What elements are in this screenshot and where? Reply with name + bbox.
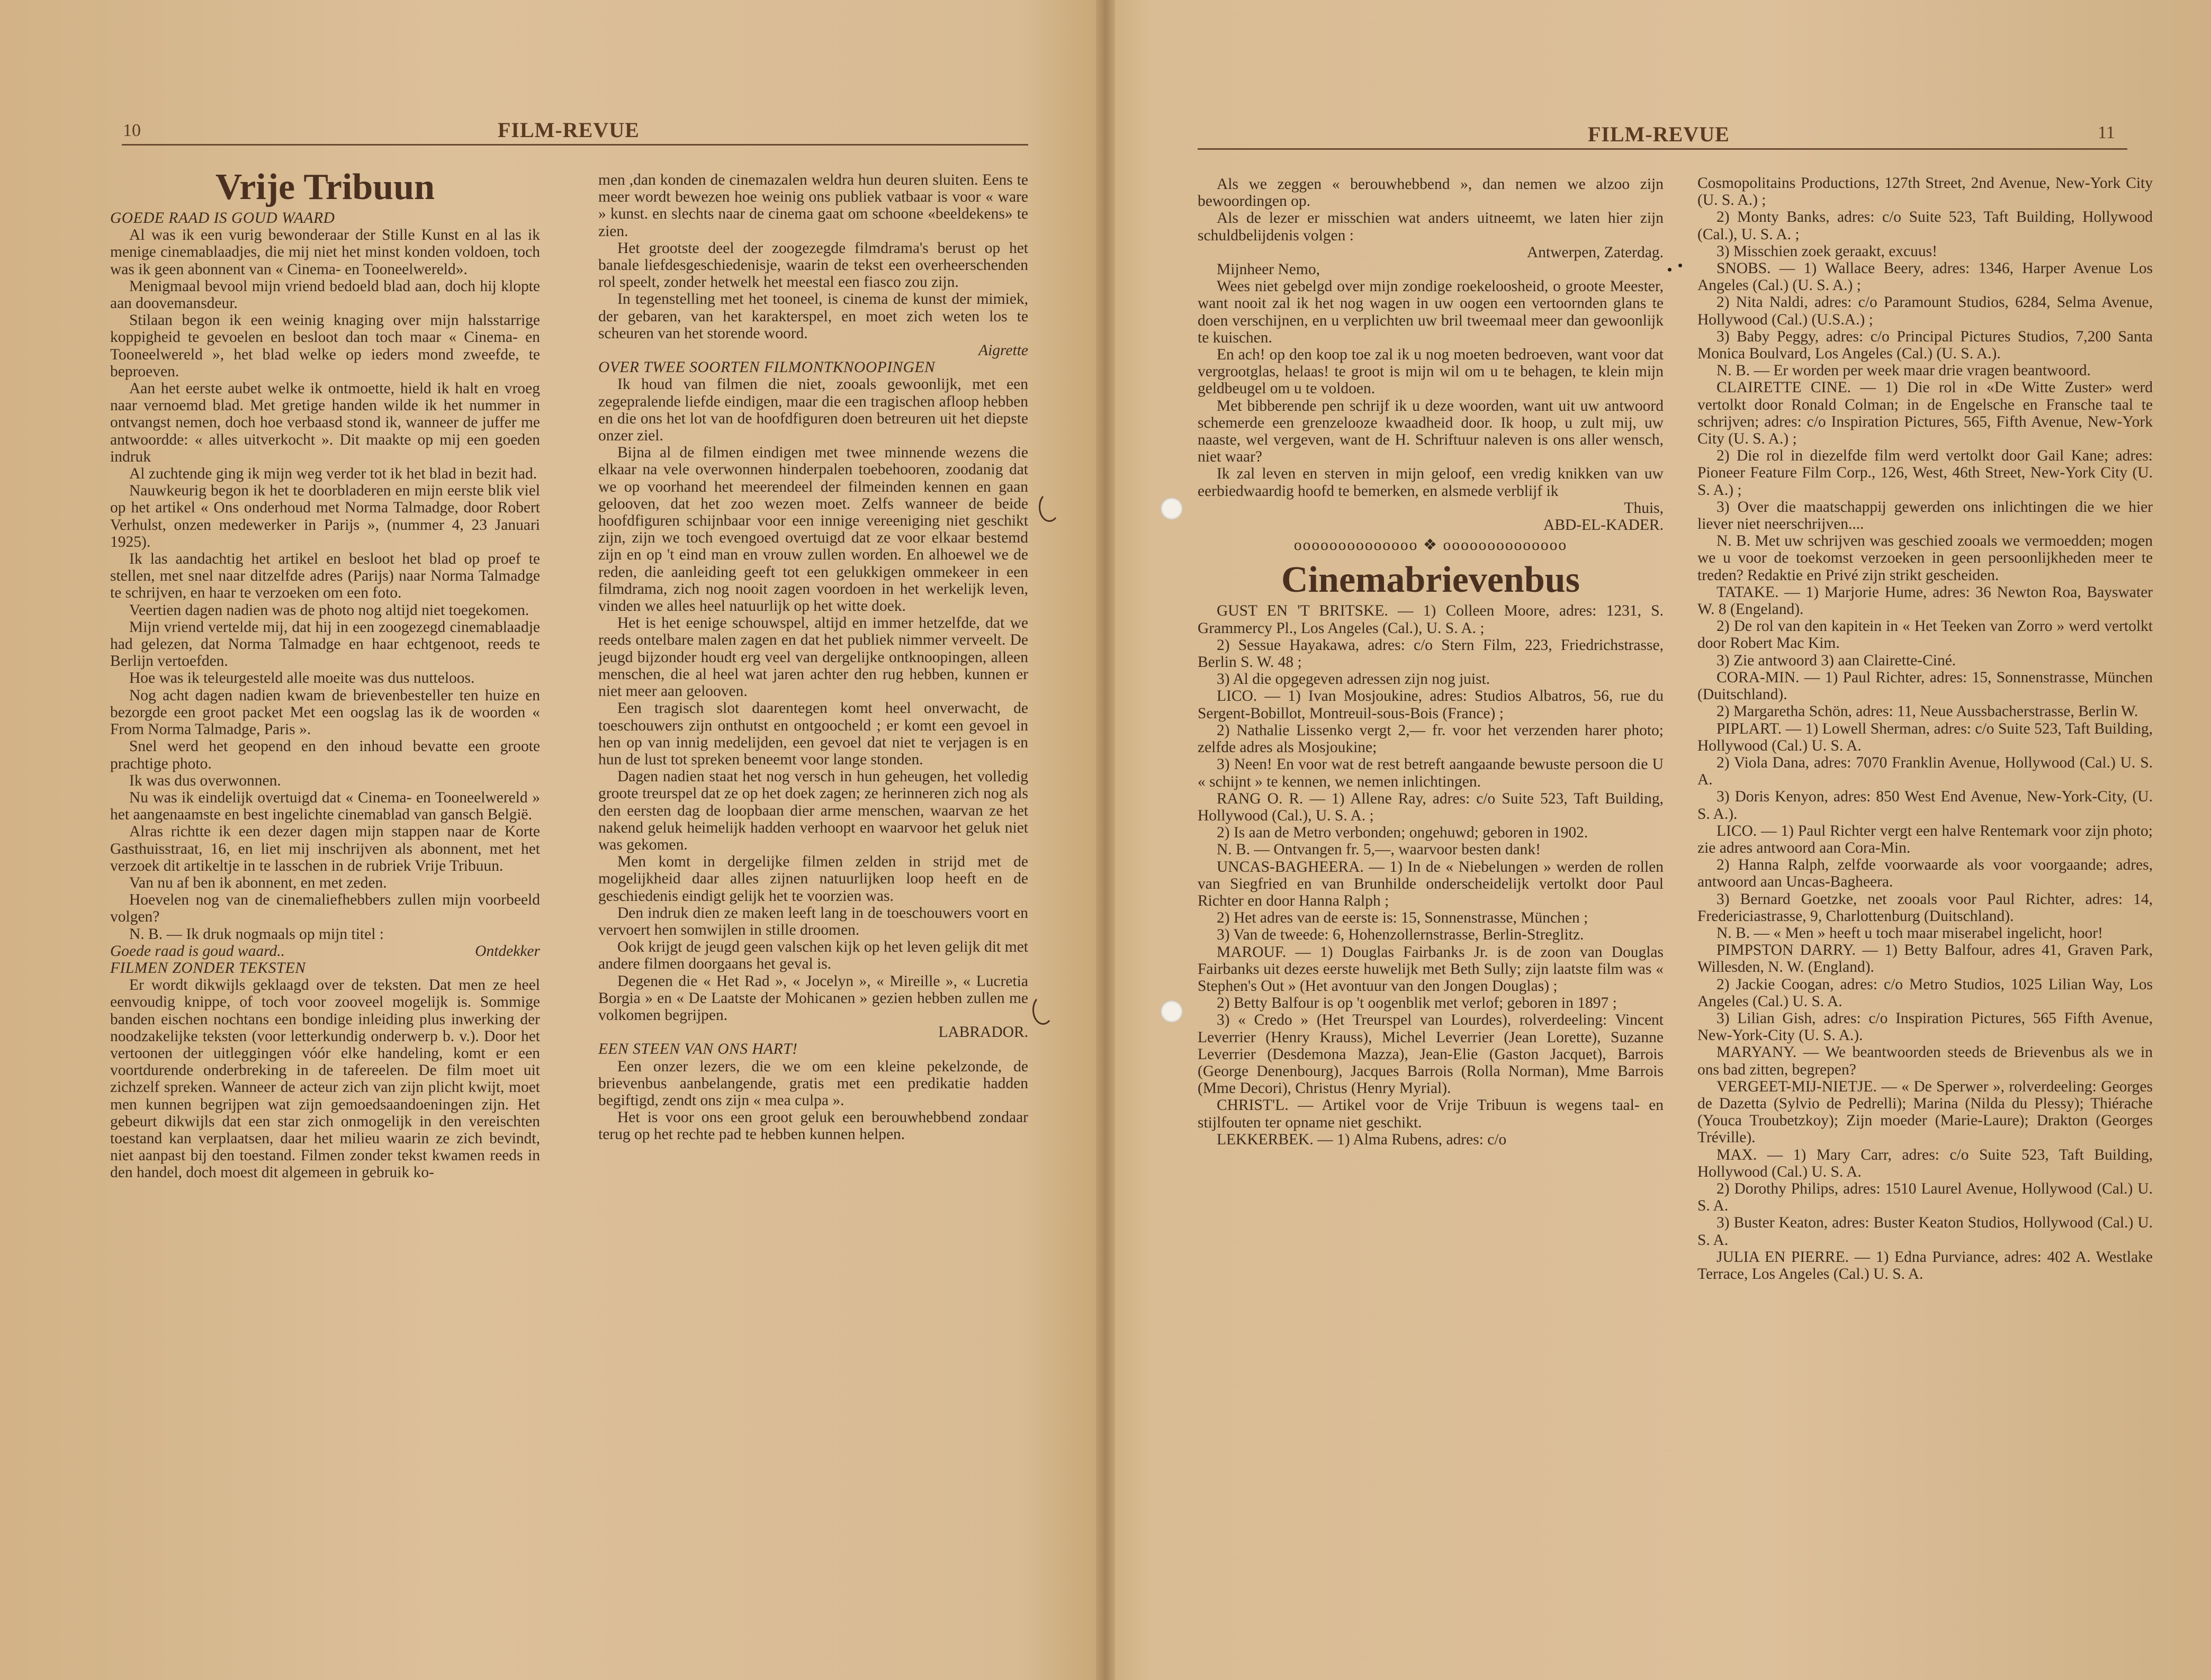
paragraph: Ik was dus overwonnen. (129, 772, 281, 789)
paragraph: Nu was ik eindelijk overtuigd dat « Cinema- en Tooneelwereld » het aangenaamste en best ingelichte cinemablad van gansch België. (110, 789, 540, 824)
running-header-right: FILM-REVUE (1588, 122, 1730, 146)
signature: ABD-EL-KADER. (1543, 517, 1664, 534)
paragraph: 2) Het adres van de eerste is: 15, Sonnenstrasse, München ; (1217, 909, 1588, 927)
page-number-left: 10 (123, 121, 141, 140)
paragraph: 2) Dorothy Philips, adres: 1510 Laurel Avenue, Hollywood (Cal.) U. S. A. (1697, 1180, 2153, 1215)
paragraph: Ik zal leven en sterven in mijn geloof, een vredig knikken van uw eerbiedwaardig hoofd te bemerken, en alsmede verblijf ik (1198, 465, 1664, 500)
paragraph: Hoevelen nog van de cinemaliefhebbers zullen mijn voorbeeld volgen? (110, 891, 540, 926)
section-subheading: EEN STEEN VAN ONS HART! (598, 1041, 798, 1058)
paragraph: 3) Van de tweede: 6, Hohenzollernstrasse, Berlin-Streglitz. (1217, 926, 1584, 944)
left-page-column-1 (110, 164, 540, 1181)
paragraph: Alras richtte ik een dezer dagen mijn stappen naar de Korte Gasthuisstraat, 16, en liet mij inschrijven als abonnent, met het verzoek dit artikeltje in te lasschen in de rubriek Vrije Tribuun. (110, 823, 540, 874)
paragraph: Het is het eenige schouwspel, altijd en immer hetzelfde, dat we reeds ontelbare malen zagen en dat het publiek nimmer verveelt. De jeugd bijzonder houdt erg veel van dergelijke ontknoopingen, alleen menschen, die al heel wat jaren achter den rug hebben, kunnen er niet meer aan gelooven. (598, 615, 1028, 700)
paragraph: Hoe was ik teleurgesteld alle moeite was dus nutteloos. (129, 670, 475, 687)
paragraph: 2) Nathalie Lissenko vergt 2,— fr. voor het verzenden harer photo; zelfde adres als Mosjoukine; (1198, 721, 1664, 756)
signature-name: Ontdekker (475, 942, 540, 960)
paragraph: 2) De rol van den kapitein in « Het Teeken van Zorro » werd vertolkt door Robert Mac Kim. (1697, 618, 2153, 652)
signature-line (110, 943, 540, 960)
paragraph: 3) Over die maatschappij gewerden ons inlichtingen die we hier liever niet neerschrijven.... (1697, 498, 2153, 533)
paragraph: 2) Is aan de Metro verbonden; ongehuwd; geboren in 1902. (1217, 824, 1588, 842)
paragraph: 3) Zie antwoord 3) aan Clairette-Ciné. (1716, 652, 1956, 669)
paragraph: Stilaan begon ik een weinig knaging over mijn halsstarrige koppigheid te gevoelen en besloot dan toch maar « Cinema- en Tooneelwereld », het blad welke op ieders mond zweefde, te beproeven. (110, 312, 540, 380)
page-number-right: 11 (2098, 123, 2115, 142)
paragraph: Men komt in dergelijke filmen zelden in strijd met de mogelijkheid daar alles zijnen natuurlijken loop heeft en de geschiedenis eindigt gelijk het te voorzien was. (598, 853, 1028, 905)
paragraph: 2) Jackie Coogan, adres: c/o Metro Studios, 1025 Lilian Way, Los Angeles (Cal.) U. S. A. (1697, 976, 2153, 1010)
article-heading: Vrije Tribuun (215, 167, 435, 207)
paragraph: En ach! op den koop toe zal ik u nog moeten bedroeven, want voor dat vergrootglas, helaas! te groot is mijn wil om u te behagen, te klein mijn geldbeugel om u te voldoen. (1198, 346, 1664, 398)
header-rule-left (122, 144, 1028, 146)
paragraph: Met bibberende pen schrijf ik u deze woorden, want uit uw antwoord schemerde een grenzelooze kwaadheid door. Ik hoop, u zult mij, uw naaste, wel vergeven, want de H. Schriftuur naleven is ons aller wensch, niet waar? (1198, 397, 1664, 466)
paragraph: N. B. — Er worden per week maar drie vragen beantwoord. (1716, 362, 2091, 380)
paragraph: GUST EN 'T BRITSKE. — 1) Colleen Moore, adres: 1231, S. Grammercy Pl., Los Angeles (Cal.), U. S. A. ; (1198, 602, 1664, 637)
header-rule-right (1198, 148, 2127, 150)
ink-dot (1678, 264, 1682, 267)
paragraph: Ik las aandachtig het artikel en besloot het blad op proef te stellen, met snel naar ditzelfde adres (Parijs) naar Norma Talmadge te schrijven, en haar te verzoeken om een foto. (110, 550, 540, 602)
ornament-divider: oooooooooooooo ❖ oooooooooooooo (1293, 537, 1568, 554)
paragraph: Snel werd het geopend en den inhoud bevatte een groote prachtige photo. (110, 738, 540, 772)
paper-tear-mark (1039, 492, 1060, 522)
ink-dot (1668, 268, 1671, 272)
paragraph: UNCAS-BAGHEERA. — 1) In de « Niebelungen » werden de rollen van Siegfried en van Brunhilde onderscheidelijk vertolkt door Paul Richter en door Hanna Ralph ; (1198, 858, 1664, 909)
paragraph: 3) Al die opgegeven adressen zijn nog juist. (1217, 671, 1490, 688)
paragraph: N. B. Met uw schrijven was geschied zooals we vermoedden; mogen we u voor de toekomst verzoeken in geen persoonlijkheden meer te treden? Redaktie en Privé zijn strikt gescheiden. (1697, 532, 2153, 584)
paragraph: Dagen nadien staat het nog versch in hun geheugen, het volledig groote treurspel dat ze op het doek zagen; ze herinneren zich nog als den eersten dag de loopbaan dier arme menschen, waarvan ze het nakend geluk heimelijk hadden verhoopt en waarvoor het geluk niet was gekomen. (598, 768, 1028, 853)
paragraph: PIPLART. — 1) Lowell Sherman, adres: c/o Suite 523, Taft Building, Hollywood (Cal.) U. S. A. (1697, 720, 2153, 754)
paragraph: Den indruk dien ze maken leeft lang in de toeschouwers voort en vervoert hen somwijlen in stille droomen. (598, 904, 1028, 938)
article-heading: Cinemabrievenbus (1281, 559, 1580, 601)
paragraph: Een onzer lezers, die we om een kleine pekelzonde, de brievenbus aanbelangende, gratis met een predikatie hadden begiftigd, zendt ons zijn « mea culpa ». (598, 1058, 1028, 1109)
paragraph: MAX. — 1) Mary Carr, adres: c/o Suite 523, Taft Building, Hollywood (Cal.) U. S. A. (1697, 1146, 2153, 1180)
paragraph: 3) Baby Peggy, adres: c/o Principal Pictures Studios, 7,200 Santa Monica Boulvard, Los Angeles (Cal.) (U. S. A.). (1697, 328, 2153, 363)
section-subheading: OVER TWEE SOORTEN FILMONTKNOOPINGEN (598, 359, 936, 376)
paragraph: 3) Bernard Goetzke, net zooals voor Paul Richter, adres: 14, Fredericiastrasse, 9, Charlottenburg (Duitschland). (1697, 890, 2153, 925)
page-right (1115, 0, 2211, 1680)
paragraph: 2) Viola Dana, adres: 7070 Franklin Avenue, Hollywood (Cal.) U. S. A. (1697, 754, 2153, 789)
paragraph: Er wordt dikwijls geklaagd over de teksten. Dat men ze heel eenvoudig knippe, of toch voor zooveel mogelijk is. Sommige banden eischen nochtans een bondige inleiding plus inwerking der noodzakelijke teksten (voor letterkundig onderwerp b. v.). Door het vertoonen der uitleggingen vóór elke handeling, komt er een voortdurende onderbreking in de tafereelen. De film moet uit zichzelf spreken. Wanneer de acteur zich van zijn plicht kwijt, moet men kunnen begrijpen wat zijn gemoedsaandoeningen zijn. Het gebeurt dikwijls dat een star zich onmogelijk in den vereischten toestand kan verplaatsen, daar het milieu waarin ze zich bevindt, niet aanpast bij den toestand. Filmen zonder tekst kwamen reeds in den handel, doch moest dit algemeen in gebruik ko- (110, 977, 540, 1181)
paragraph: men ,dan konden de cinemazalen weldra hun deuren sluiten. Eens te meer wordt bewezen hoe weinig ons publiek vatbaar is voor « ware » kunst. en slechts naar de cinema gaat om schoone «beeldekens» te zien. (598, 171, 1028, 240)
signature: Thuis, (1624, 499, 1664, 517)
section-subheading: FILMEN ZONDER TEKSTEN (110, 959, 306, 977)
paragraph: Al zuchtende ging ik mijn weg verder tot ik het blad in bezit had. (129, 465, 537, 483)
paragraph: 2) Hanna Ralph, zelfde voorwaarde als voor voorgaande; adres, antwoord aan Uncas-Bagheera. (1697, 856, 2153, 891)
paragraph: Mijnheer Nemo, (1217, 261, 1320, 278)
binding-hole (1161, 498, 1183, 520)
paper-tear-mark (1032, 995, 1054, 1025)
paragraph: Ik houd van filmen die niet, zooals gewoonlijk, met een zegepralende liefde eindigen, maar die een tragischen afloop hebben en die ons het lot van de hoofdfiguren doen betreuren uit het diepste onzer ziel. (598, 376, 1028, 445)
paragraph: Degenen die « Het Rad », « Jocelyn », « Mireille », « Lucretia Borgia » en « De Laatste der Mohicanen » gezien hebben zullen me volkomen begrijpen. (598, 972, 1028, 1024)
paragraph: Al was ik een vurig bewonderaar der Stille Kunst en al las ik menige cinemablaadjes, die mij niet het minst konden voldoen, toch was ik geen abonnent van « Cinema- en Tooneelwereld». (110, 227, 540, 278)
paragraph: Als we zeggen « berouwhebbend », dan nemen we alzoo zijn bewoordingen op. (1198, 176, 1664, 210)
paragraph: N. B. — « Men » heeft u toch maar miserabel ingelicht, hoor! (1716, 924, 2103, 942)
paragraph: Een tragisch slot daarentegen komt heel onverwacht, de toeschouwers zijn onthutst en ontgoocheld ; er komt een gevoel in hen op van innig medelijden, een gevoel dat niet te verjagen is en hun de lust tot spreken beneemt voor lange stonden. (598, 700, 1028, 768)
paragraph: N. B. — Ik druk nogmaals op mijn titel : (129, 925, 384, 943)
running-header-left: FILM-REVUE (498, 118, 640, 142)
paragraph: 2) Nita Naldi, adres: c/o Paramount Studios, 6284, Selma Avenue, Hollywood (Cal.) (U.S.A.) ; (1697, 294, 2153, 328)
paragraph: LICO. — 1) Ivan Mosjoukine, adres: Studios Albatros, 56, rue du Sergent-Bobillot, Montreuil-sous-Bois (France) ; (1198, 688, 1664, 722)
binding-hole (1161, 1000, 1183, 1023)
paragraph: 3) Doris Kenyon, adres: 850 West End Avenue, New-York-City, (U. S. A.). (1697, 788, 2153, 823)
signature-motto: Goede raad is goud waard.. (110, 942, 285, 960)
paragraph: SNOBS. — 1) Wallace Beery, adres: 1346, Harper Avenue Los Angeles (Cal.) (U. S. A.) ; (1697, 260, 2153, 294)
paragraph: Als de lezer er misschien wat anders uitneemt, we laten hier zijn schuldbelijdenis volgen : (1198, 210, 1664, 244)
paragraph: Bijna al de filmen eindigen met twee minnende wezens die elkaar na vele overwonnen hinderpalen toebehooren, zoodanig dat we op voorhand het meerendeel der filmeinden kennen en gaan gelooven, dat het zoo wezen moet. Zelfs wanneer de beide hoofdfiguren schijnbaar voor een innige vereeniging niet geschikt zijn, zijn we toch evengoed overtuigd dat ze voor elkaar bestemd zijn en op 't eind man en vrouw zullen worden. En alhoewel we de reden, die aanleiding geeft tot een gelukkigen ommekeer in een filmdrama, zich nog nooit zagen voordoen in het werkelijk leven, vinden we alles heel natuurlijk op het witte doek. (598, 444, 1028, 615)
paragraph: CORA-MIN. — 1) Paul Richter, adres: 15, Sonnenstrasse, München (Duitschland). (1697, 669, 2153, 703)
paragraph: Mijn vriend vertelde mij, dat hij in een zoogezegd cinemablaadje had gelezen, dat Norma Talmadge en haar echtgenoot, reeds te Berlijn vertoefden. (110, 618, 540, 670)
center-fold (1096, 0, 1115, 1680)
paragraph: MAROUF. — 1) Douglas Fairbanks Jr. is de zoon van Douglas Fairbanks uit dezes eerste huwelijk met Beth Sully; zijn laatste film was « Stephen's Out » (Het avontuur van den Jongen Douglas) ; (1198, 943, 1664, 995)
paragraph: 3) « Credo » (Het Treurspel van Lourdes), rolverdeeling: Vincent Leverrier (Henry Krauss), Michel Leverrier (Jean Lorette), Suzanne Leverrier (Desdemona Mazza), Jean-Elie (Gaston Jacquet), Barrois (George Denenbourg), Jacques Barrois (Rolla Norman), Mme Barrois (Mme Decori), Christus (Henry Myrial). (1198, 1011, 1664, 1097)
paragraph: JULIA EN PIERRE. — 1) Edna Purviance, adres: 402 A. Westlake Terrace, Los Angeles (Cal.) U. S. A. (1697, 1248, 2153, 1282)
signature: Aigrette (978, 342, 1028, 359)
paragraph: VERGEET-MIJ-NIETJE. — « De Sperwer », rolverdeeling: Georges de Dazetta (Sylvio de Pedrelli); Marina (Nilda du Plessy); Thiérache (Youca Troubetzkoy); Zijn moeder (Marie-Laure); Drakton (Georges Tréville). (1697, 1078, 2153, 1146)
paragraph: RANG O. R. — 1) Allene Ray, adres: c/o Suite 523, Taft Building, Hollywood (Cal.), U. S. A. ; (1198, 790, 1664, 824)
paragraph: Cosmopolitains Productions, 127th Street, 2nd Avenue, New-York City (U. S. A.) ; (1697, 175, 2153, 209)
page-left (0, 0, 1096, 1680)
paragraph: LICO. — 1) Paul Richter vergt een halve Rentemark voor zijn photo; zie adres antwoord aan Cora-Min. (1697, 822, 2153, 856)
paragraph: Menigmaal bevool mijn vriend bedoeld blad aan, doch hij klopte aan doovemansdeur. (110, 277, 540, 312)
paragraph: 2) Die rol in diezelfde film werd vertolkt door Gail Kane; adres: Pioneer Feature Film Corp., 126, West, 46th Street, New-York City (U. S. A.) ; (1697, 447, 2153, 499)
paragraph: CHRIST'L. — Artikel voor de Vrije Tribuun is wegens taal- en stijlfouten ter opname niet geschikt. (1198, 1097, 1664, 1131)
section-subheading: GOEDE RAAD IS GOUD WAARD (110, 210, 335, 227)
paragraph: In tegenstelling met het tooneel, is cinema de kunst der mimiek, der gebaren, van het karakterspel, en moet zich weten los te scheuren van het storende woord. (598, 291, 1028, 342)
paragraph: PIMPSTON DARRY. — 1) Betty Balfour, adres 41, Graven Park, Willesden, N. W. (England). (1697, 942, 2153, 976)
signature: LABRADOR. (938, 1024, 1028, 1041)
paragraph: Wees niet gebelgd over mijn zondige roekeloosheid, o groote Meester, want nooit zal ik het nog wagen in uw oogen een vertoornden glans te doen verschijnen, en u verplichten uw bril tweemaal meer dan gewoonlijk te kuischen. (1198, 278, 1664, 346)
paragraph: MARYANY. — We beantwoorden steeds de Brievenbus als we in ons bad zitten, begrepen? (1697, 1044, 2153, 1078)
paragraph: 2) Betty Balfour is op 't oogenblik met verlof; geboren in 1897 ; (1217, 995, 1617, 1012)
paragraph: 2) Sessue Hayakawa, adres: c/o Stern Film, 223, Friedrichstrasse, Berlin S. W. 48 ; (1198, 636, 1664, 671)
right-page-column-1 (1198, 176, 1664, 1148)
paragraph: N. B. — Ontvangen fr. 5,—, waarvoor besten dank! (1217, 841, 1541, 859)
signature: Antwerpen, Zaterdag. (1526, 243, 1664, 261)
paragraph: Het grootste deel der zoogezegde filmdrama's berust op het banale liefdesgeschiedenisje, waarin de tekst een overheerschenden rol speelt, zonder hetwelk het meestal een fiasco zou zijn. (598, 239, 1028, 291)
paragraph: Veertien dagen nadien was de photo nog altijd niet toegekomen. (129, 601, 529, 619)
paragraph: Ook krijgt de jeugd geen valschen kijk op het leven gelijk dit met andere filmen doorgaans het geval is. (598, 938, 1028, 973)
right-page-column-2 (1697, 175, 2153, 1282)
paragraph: 2) Monty Banks, adres: c/o Suite 523, Taft Building, Hollywood (Cal.), U. S. A. ; (1697, 209, 2153, 243)
paragraph: LEKKERBEK. — 1) Alma Rubens, adres: c/o (1217, 1131, 1507, 1148)
paragraph: 3) Neen! En voor wat de rest betreft aangaande bewuste persoon die U « schijnt » te kennen, we nemen inlichtingen. (1198, 756, 1664, 790)
paragraph: Aan het eerste aubet welke ik ontmoette, hield ik halt en vroeg naar vernoemd blad. Met gretige handen wilde ik het nummer in ontvangst nemen, doch hoe verbaasd stond ik, wanneer de juffer me antwoordde: « alles uitverkocht ». Dit maakte op mij een goeden indruk (110, 380, 540, 465)
paragraph: Het is voor ons een groot geluk een berouwhebbend zondaar terug op het rechte pad te hebben kunnen helpen. (598, 1109, 1028, 1143)
paragraph: Nog acht dagen nadien kwam de brievenbesteller ten huize en bezorgde een groot packet Met een oogslag las ik de woorden « From Norma Talmadge, Paris ». (110, 687, 540, 738)
paragraph: 3) Misschien zoek geraakt, excuus! (1716, 242, 1937, 260)
paragraph: TATAKE. — 1) Marjorie Hume, adres: 36 Newton Roa, Bayswater W. 8 (Engeland). (1697, 583, 2153, 618)
paragraph: CLAIRETTE CINE. — 1) Die rol in «De Witte Zuster» werd vertolkt door Ronald Colman; in de Engelsche en Fransche taal te schrijven; adres: c/o Inspiration Pictures, 565, Fifth Avenue, New-York City (U. S. A.) ; (1697, 379, 2153, 448)
paragraph: 3) Lilian Gish, adres: c/o Inspiration Pictures, 565 Fifth Avenue, New-York-City (U. S. A.). (1697, 1009, 2153, 1044)
paragraph: 3) Buster Keaton, adres: Buster Keaton Studios, Hollywood (Cal.) U. S. A. (1697, 1214, 2153, 1249)
paragraph: Nauwkeurig begon ik het te doorbladeren en mijn eerste blik viel op het artikel « Ons onderhoud met Norma Talmadge, door Robert Verhulst, onzen medewerker in Parijs », (nummer 4, 23 Januari 1925). (110, 482, 540, 550)
left-page-column-2 (598, 171, 1028, 1143)
paragraph: 2) Margaretha Schön, adres: 11, Neue Aussbacherstrasse, Berlin W. (1716, 703, 2138, 720)
paragraph: Van nu af ben ik abonnent, en met zeden. (129, 874, 387, 891)
